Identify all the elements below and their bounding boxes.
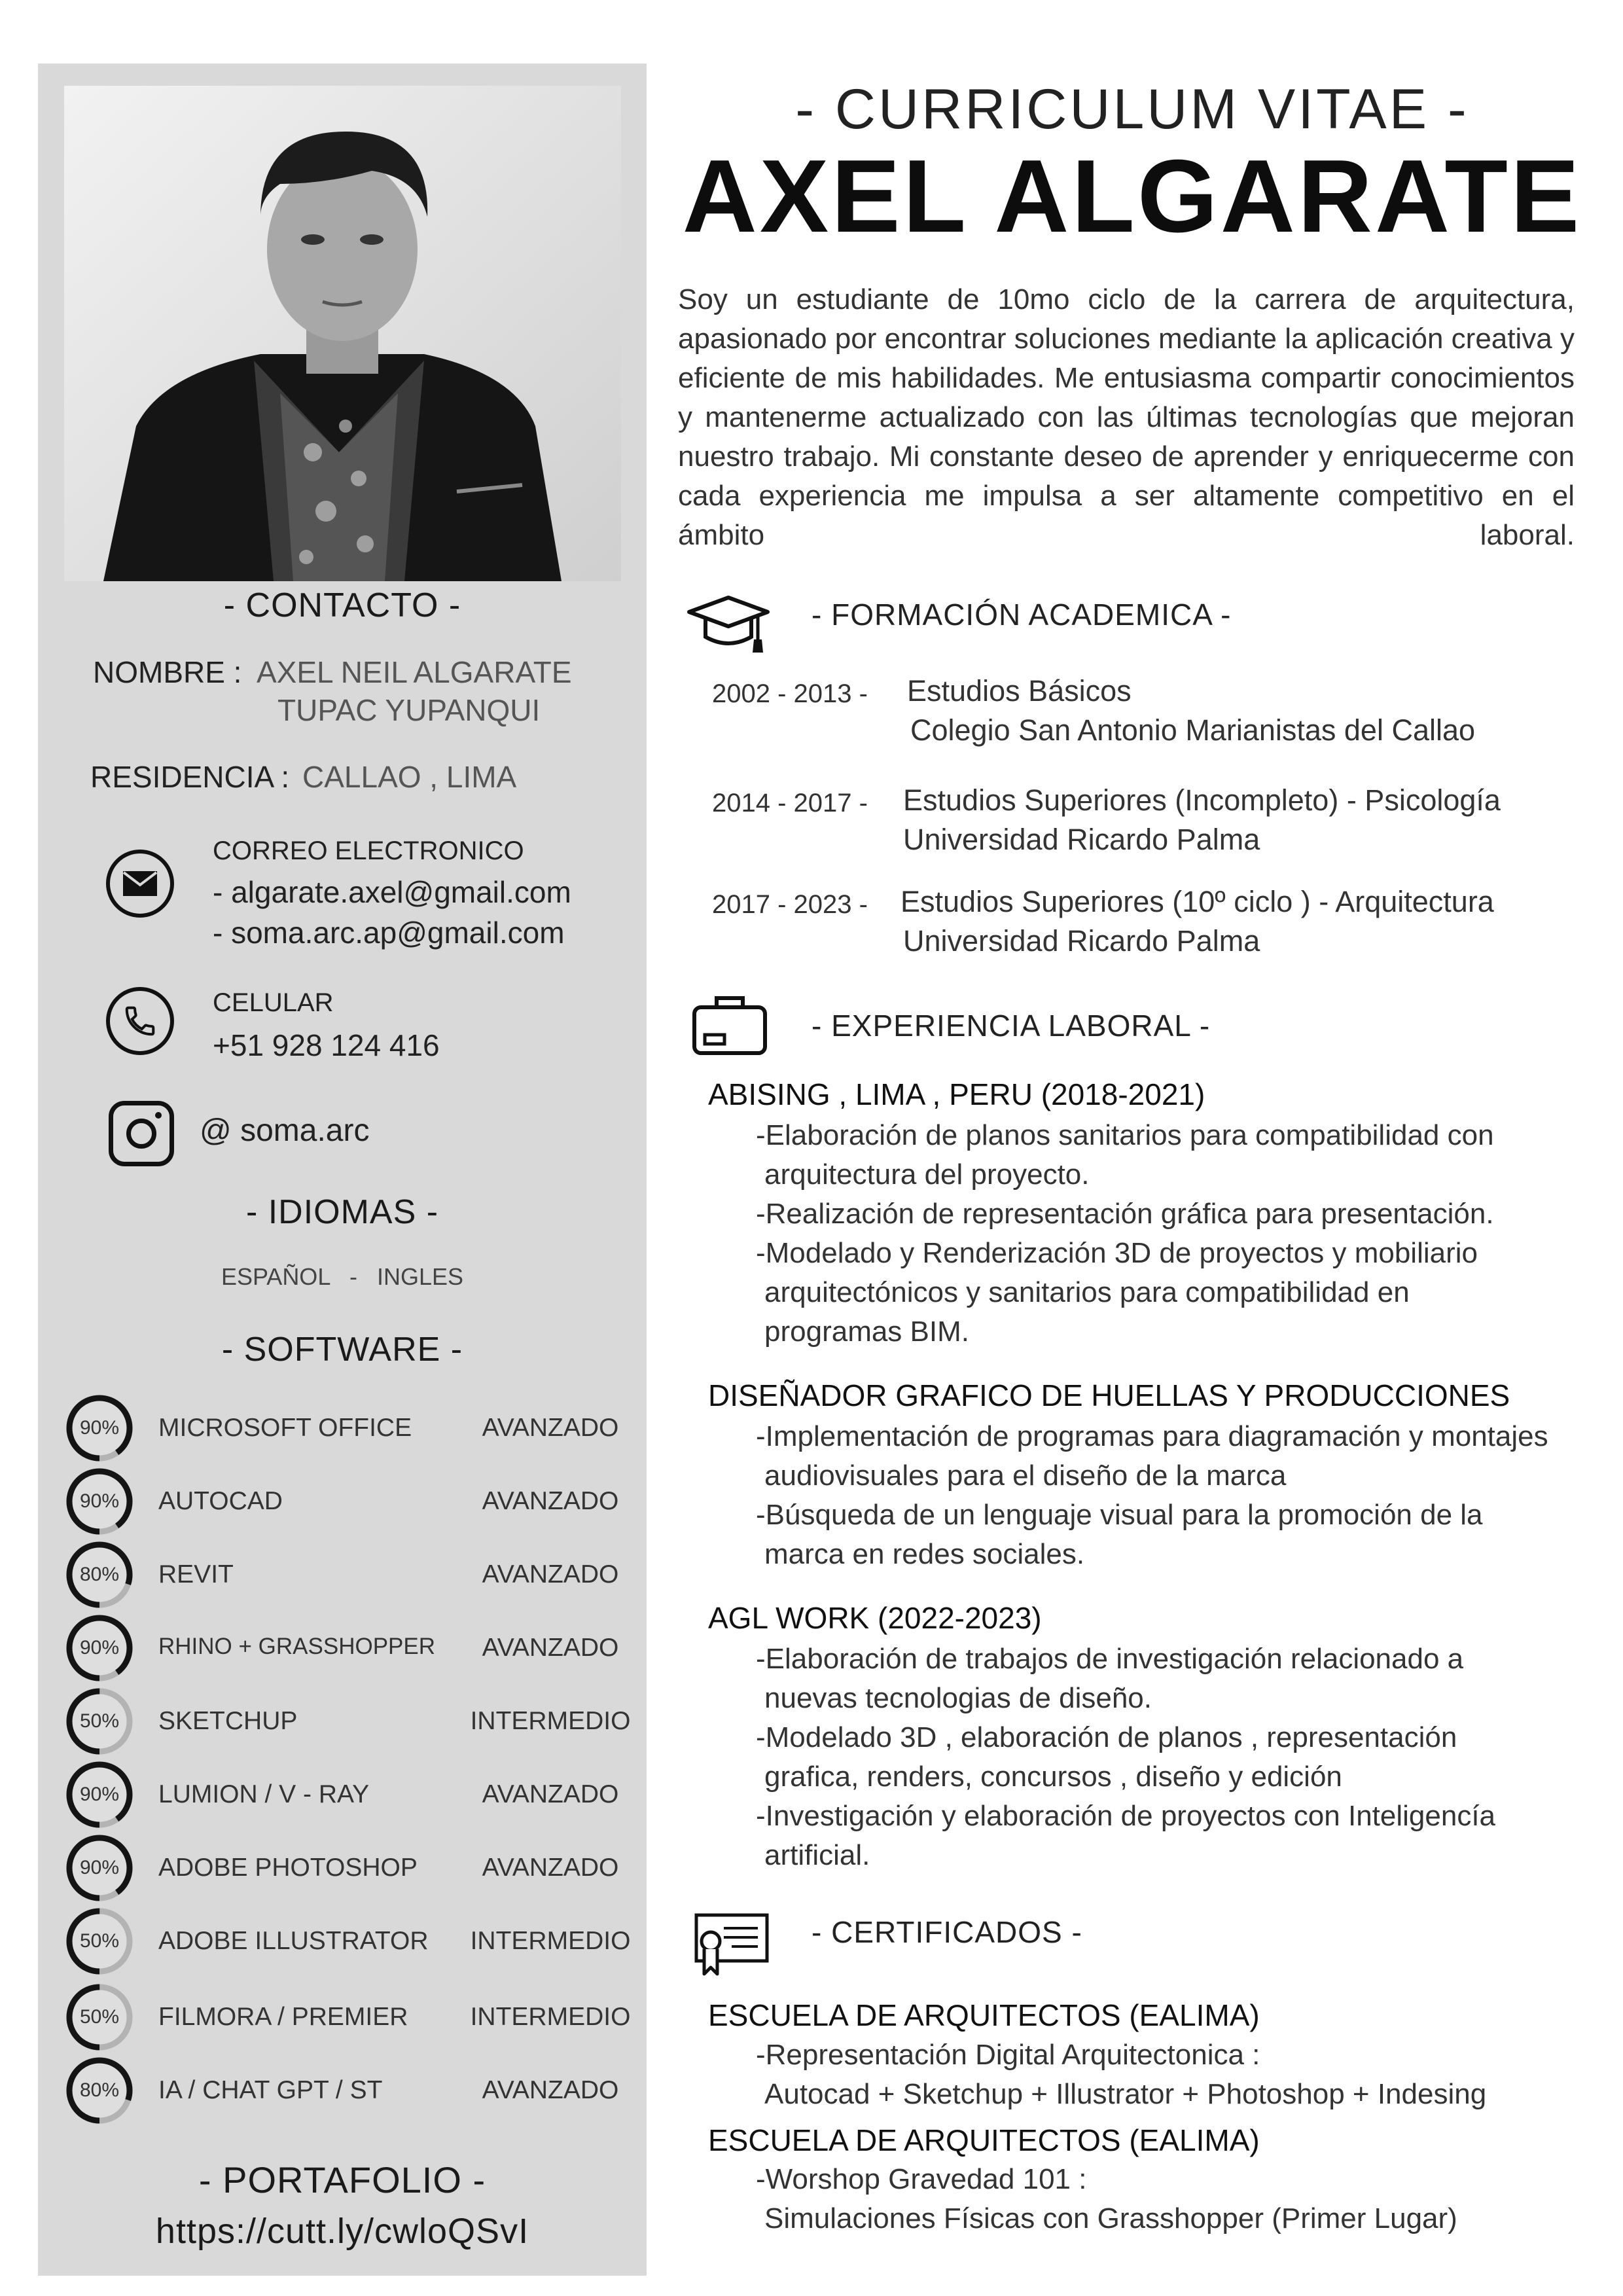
software-level: AVANZADO <box>482 1780 619 1808</box>
skill-percent: 80% <box>79 1564 120 1585</box>
software-row <box>65 1907 641 1979</box>
name-line-2-text: TUPAC YUPANQUI <box>277 693 541 727</box>
certificate-line: Autocad + Sketchup + Illustrator + Photoshop + Indesing <box>764 2078 1487 2110</box>
education-title: Estudios Básicos <box>907 674 1132 708</box>
languages-heading: - IDIOMAS - <box>245 1193 439 1231</box>
certificate-line: -Worshop Gravedad 101 : <box>756 2163 1087 2195</box>
education-institution: Colegio San Antonio Marianistas del Callao <box>910 713 1476 747</box>
skill-percent: 80% <box>79 2079 120 2101</box>
software-name: AUTOCAD <box>158 1487 283 1515</box>
job-detail-line: -Realización de representación gráfica para presentación. <box>756 1198 1494 1230</box>
cv-title: - CURRICULUM VITAE - <box>795 78 1469 141</box>
job-detail-line: nuevas tecnologias de diseño. <box>764 1682 1152 1714</box>
certificate-icon <box>692 1911 771 1986</box>
software-level: AVANZADO <box>482 1414 619 1442</box>
profile-photo <box>64 86 621 581</box>
job-detail-line: audiovisuales para el diseño de la marca <box>764 1460 1287 1492</box>
software-level: AVANZADO <box>482 1854 619 1882</box>
name-line-1 <box>257 655 572 690</box>
name-line-2 <box>277 692 540 728</box>
job-detail-line: programas BIM. <box>764 1316 969 1348</box>
certificate-line: -Representación Digital Arquitectonica : <box>756 2039 1260 2071</box>
software-name: LUMION / V - RAY <box>158 1780 370 1808</box>
job-detail-line: -Modelado 3D , elaboración de planos , representación <box>756 1721 1457 1753</box>
software-row <box>65 1541 641 1613</box>
skill-percent: 90% <box>79 1490 120 1512</box>
software-level: AVANZADO <box>482 1560 619 1588</box>
languages-list: ESPAÑOL - INGLES <box>221 1263 464 1290</box>
software-name: FILMORA / PREMIER <box>158 2003 408 2031</box>
education-period: 2017 - 2023 - <box>712 890 868 919</box>
phone-number[interactable]: +51 928 124 416 <box>213 1028 440 1062</box>
instagram-handle[interactable]: @ soma.arc <box>200 1113 370 1148</box>
education-institution: Universidad Ricardo Palma <box>903 924 1260 958</box>
email-2[interactable]: - soma.arc.ap@gmail.com <box>213 916 565 950</box>
job-title: DISEÑADOR GRAFICO DE HUELLAS Y PRODUCCIONES <box>708 1378 1510 1412</box>
phone-icon <box>106 987 174 1055</box>
software-row <box>65 2056 641 2128</box>
contact-heading: - CONTACTO - <box>223 586 461 624</box>
certificate-line: Simulaciones Físicas con Grasshopper (Primer Lugar) <box>764 2202 1457 2234</box>
email-icon <box>106 850 174 918</box>
software-row <box>65 1394 641 1466</box>
certificate-title: ESCUELA DE ARQUITECTOS (EALIMA) <box>708 2123 1260 2157</box>
software-heading: - SOFTWARE - <box>221 1331 463 1369</box>
software-level: AVANZADO <box>482 1487 619 1515</box>
software-name: RHINO + GRASSHOPPER <box>158 1634 436 1659</box>
phone-label: CELULAR <box>213 988 334 1017</box>
job-detail-line: -Elaboración de trabajos de investigación relacionado a <box>756 1643 1464 1675</box>
residence-label: RESIDENCIA : <box>90 760 290 794</box>
job-detail-line: marca en redes sociales. <box>764 1538 1085 1570</box>
education-institution: Universidad Ricardo Palma <box>903 823 1260 856</box>
job-detail-line: grafica, renders, concursos , diseño y edición <box>764 1761 1342 1793</box>
software-row <box>65 1467 641 1539</box>
software-row <box>65 1687 641 1759</box>
job-detail-line: artificial. <box>764 1839 870 1871</box>
software-name: ADOBE PHOTOSHOP <box>158 1854 418 1882</box>
skill-percent: 90% <box>79 1637 120 1659</box>
software-row <box>65 1614 641 1686</box>
job-detail-line: -Modelado y Renderización 3D de proyectos y mobiliario <box>756 1237 1478 1269</box>
skill-percent: 50% <box>79 1710 120 1732</box>
software-level: AVANZADO <box>482 2076 619 2104</box>
certificates-heading: - CERTIFICADOS - <box>812 1915 1082 1949</box>
education-title: Estudios Superiores (Incompleto) - Psicología <box>903 783 1501 817</box>
experience-heading: - EXPERIENCIA LABORAL - <box>812 1009 1211 1043</box>
education-period: 2002 - 2013 - <box>712 679 868 708</box>
email-label: CORREO ELECTRONICO <box>213 836 524 865</box>
software-row <box>65 1761 641 1833</box>
portfolio-heading: - PORTAFOLIO - <box>198 2159 486 2200</box>
software-level: INTERMEDIO <box>470 1707 631 1735</box>
job-detail-line: arquitectura del proyecto. <box>764 1158 1090 1191</box>
skill-percent: 50% <box>79 2006 120 2028</box>
software-name: SKETCHUP <box>158 1707 298 1735</box>
summary-paragraph: Soy un estudiante de 10mo ciclo de la carrera de arquitectura, apasionado por encontrar soluciones mediante la aplicación creativa y eficiente de mis habilidades. Me entusiasma compartir conocimientos y mantenerme actualizado con las últimas tecnologías que mejoran nuestro trabajo. Mi constante deseo de aprender y enriquecerme con cada experiencia me impulsa a ser altamente competitivo en el ámbito laboral. <box>678 283 1575 551</box>
instagram-icon <box>109 1101 174 1166</box>
name-line-1-text: AXEL NEIL ALGARATE <box>257 655 572 689</box>
person-name: AXEL ALGARATE <box>682 139 1582 254</box>
skill-percent: 90% <box>79 1784 120 1805</box>
skill-percent: 50% <box>79 1930 120 1952</box>
job-detail-line: -Implementación de programas para diagramación y montajes <box>756 1420 1548 1452</box>
skill-percent: 90% <box>79 1417 120 1439</box>
portfolio-url[interactable]: https://cutt.ly/cwloQSvI <box>155 2212 529 2251</box>
software-name: MICROSOFT OFFICE <box>158 1414 412 1442</box>
job-detail-line: -Elaboración de planos sanitarios para compatibilidad con <box>756 1119 1494 1151</box>
software-name: REVIT <box>158 1560 234 1588</box>
software-row <box>65 1983 641 2055</box>
job-title: AGL WORK (2022-2023) <box>708 1601 1042 1635</box>
software-level: INTERMEDIO <box>470 2003 631 2031</box>
graduation-cap-icon <box>686 592 771 661</box>
certificate-title: ESCUELA DE ARQUITECTOS (EALIMA) <box>708 1998 1260 2032</box>
job-title: ABISING , LIMA , PERU (2018-2021) <box>708 1077 1205 1111</box>
software-row <box>65 1834 641 1906</box>
software-level: AVANZADO <box>482 1634 619 1662</box>
job-detail-line: -Investigación y elaboración de proyectos con Inteligencía <box>756 1800 1496 1832</box>
job-detail-line: -Búsqueda de un lenguaje visual para la promoción de la <box>756 1499 1483 1531</box>
email-1[interactable]: - algarate.axel@gmail.com <box>213 875 571 909</box>
software-name: IA / CHAT GPT / ST <box>158 2076 383 2104</box>
education-period: 2014 - 2017 - <box>712 789 868 817</box>
name-label: NOMBRE : <box>93 655 242 689</box>
skill-percent: 90% <box>79 1857 120 1878</box>
education-heading: - FORMACIÓN ACADEMICA - <box>812 598 1232 632</box>
residence-value-text: CALLAO , LIMA <box>302 760 517 794</box>
education-title: Estudios Superiores (10º ciclo ) - Arquitectura <box>901 885 1494 918</box>
briefcase-icon <box>690 992 769 1060</box>
software-name: ADOBE ILLUSTRATOR <box>158 1927 429 1955</box>
residence-value <box>302 759 516 795</box>
software-level: INTERMEDIO <box>470 1927 631 1955</box>
job-detail-line: arquitectónicos y sanitarios para compatibilidad en <box>764 1276 1410 1308</box>
